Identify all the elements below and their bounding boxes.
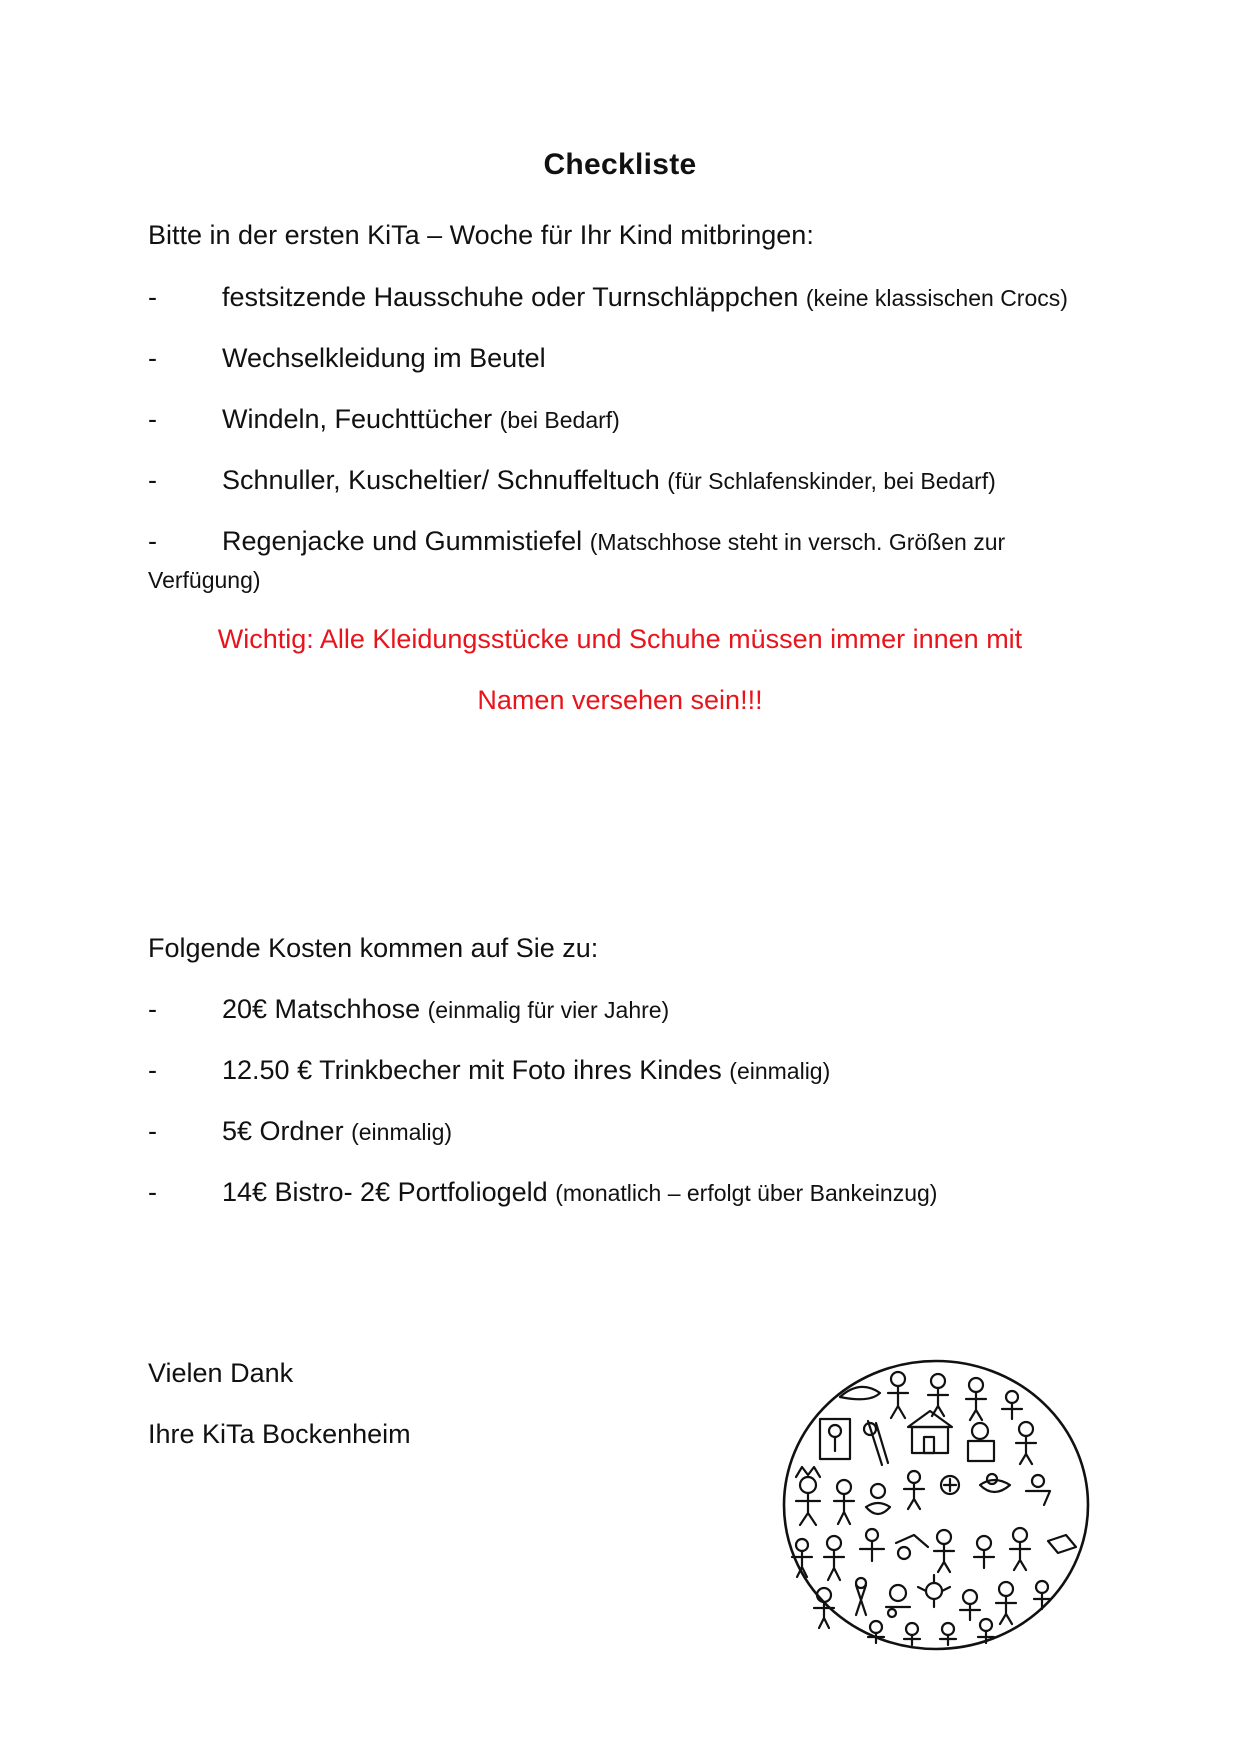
cost-item-note: (einmalig) xyxy=(351,1119,453,1145)
list-item xyxy=(148,462,1108,500)
cost-item-note: (monatlich – erfolgt über Bankeinzug) xyxy=(555,1180,938,1206)
cost-item-note: (einmalig für vier Jahre) xyxy=(427,997,670,1023)
list-dash: - xyxy=(148,282,157,312)
list-dash: - xyxy=(148,404,157,434)
cost-item-text: 14€ Bistro- 2€ Portfoliogeld xyxy=(222,1177,548,1207)
list-item xyxy=(148,279,1108,317)
page-title: Checkliste xyxy=(543,148,697,181)
cost-item xyxy=(148,1113,1108,1151)
list-dash: - xyxy=(148,1116,157,1146)
list-item-note: (bei Bedarf) xyxy=(499,407,620,433)
list-item-note: (keine klassischen Crocs) xyxy=(805,285,1068,311)
list-item-text: festsitzende Hausschuhe oder Turnschläppchen xyxy=(222,282,799,312)
costs-intro-text: Folgende Kosten kommen auf Sie zu: xyxy=(148,933,599,963)
list-dash: - xyxy=(148,526,157,556)
cost-item-text: 20€ Matschhose xyxy=(222,994,421,1024)
list-dash: - xyxy=(148,343,157,373)
cost-item-text: 5€ Ordner xyxy=(222,1116,344,1146)
cost-item-note: (einmalig) xyxy=(729,1058,831,1084)
list-dash: - xyxy=(148,994,157,1024)
closing-thanks: Vielen Dank xyxy=(148,1358,294,1388)
kita-logo-icon xyxy=(780,1357,1092,1653)
cost-item-text: 12.50 € Trinkbecher mit Foto ihres Kindes xyxy=(222,1055,722,1085)
list-item xyxy=(148,340,1108,377)
list-item-note: (für Schlafenskinder, bei Bedarf) xyxy=(667,468,996,494)
list-item-text: Windeln, Feuchttücher xyxy=(222,404,493,434)
list-item xyxy=(148,401,1108,439)
list-item-text: Wechselkleidung im Beutel xyxy=(222,343,546,373)
list-dash: - xyxy=(148,1055,157,1085)
cost-item xyxy=(148,991,1108,1029)
list-dash: - xyxy=(148,465,157,495)
list-item xyxy=(148,523,1028,599)
list-item-text: Schnuller, Kuscheltier/ Schnuffeltuch xyxy=(222,465,660,495)
list-item-text: Regenjacke und Gummistiefel xyxy=(222,526,583,556)
closing-signature: Ihre KiTa Bockenheim xyxy=(148,1419,411,1449)
warning-line-2: Namen versehen sein!!! xyxy=(477,685,763,715)
list-item-note: (Matschhose steht in versch. Größen zur Verfügung) xyxy=(148,529,1006,593)
cost-item xyxy=(148,1174,1108,1212)
intro-text: Bitte in der ersten KiTa – Woche für Ihr Kind mitbringen: xyxy=(148,220,814,250)
warning-line-1: Wichtig: Alle Kleidungsstücke und Schuhe müssen immer innen mit xyxy=(217,624,1023,654)
cost-item xyxy=(148,1052,1108,1090)
list-dash: - xyxy=(148,1177,157,1207)
